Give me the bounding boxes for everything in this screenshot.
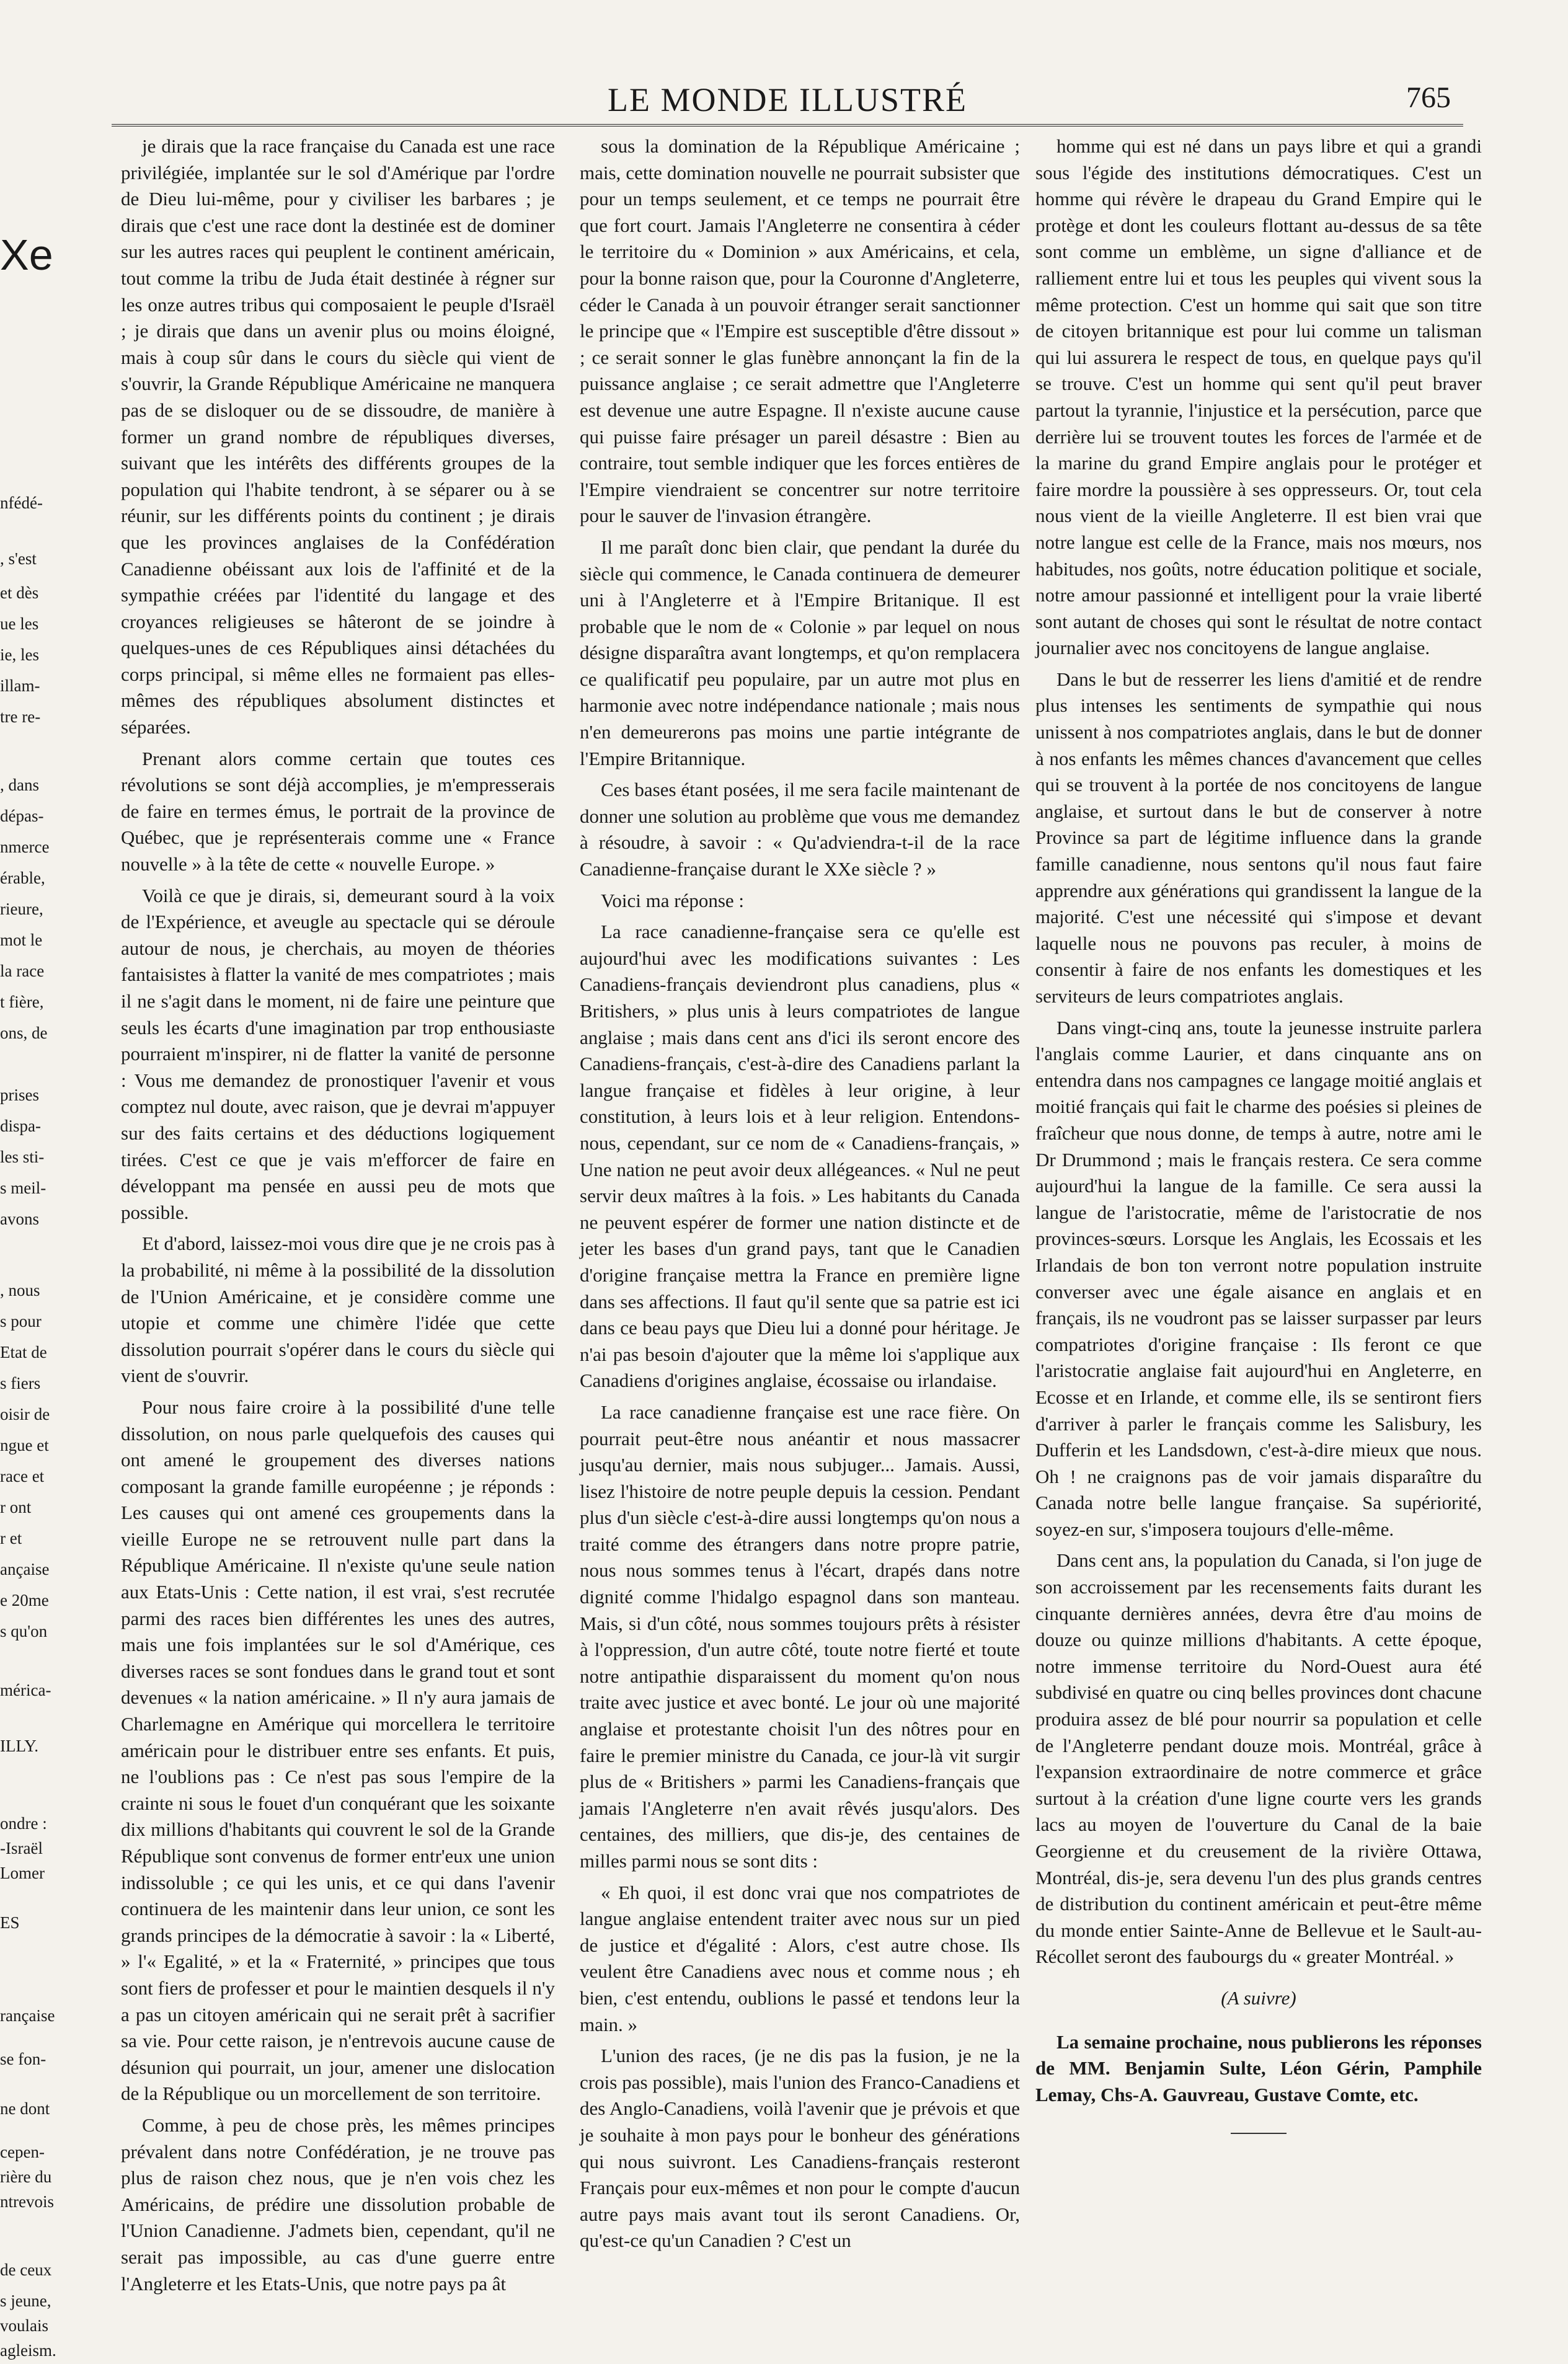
paragraph: Et d'abord, laissez-moi vous dire que je ne crois pas à la probabilité, ni même à la possibilité de la dissolution de l'Union Américaine, et je considère comme une utopie et comme une chimère l'idée que cette dissolution pourrait s'opérer dans le cours du siècle qui vient de s'ouvrir. (121, 1233, 555, 1387)
fragment-line: ançaise (0, 1560, 50, 1578)
paragraph: Prenant alors comme certain que toutes ces révolutions se sont déjà accomplies, je m'empresserais de faire en termes émus, le portrait de la province de Québec, que je représenterais comme une « France nouvelle » à la tête de cette « nouvelle Europe. » (121, 747, 555, 875)
fragment-line: s fiers (0, 1374, 41, 1392)
fragment-line: ue les (0, 614, 39, 633)
fragment-line: rière du (0, 2167, 52, 2186)
page-header (112, 74, 1463, 126)
fragment-line: Lomer (0, 1864, 45, 1882)
fragment-line: oisir de (0, 1405, 50, 1423)
fragment-line: -Israël (0, 1839, 43, 1857)
fragment-line: , nous (0, 1281, 40, 1299)
paragraph: Il me paraît donc bien clair, que pendant la durée du siècle qui commence, le Canada continuera de demeurer uni à l'Angleterre et à l'Empire Britanique. Il est probable que le nom de « Colonie » par lequel on nous désigne disparaîtra avant longtemps, et qu'on remplacera ce qualificatif peu populaire, par un autre mot plus en harmonie avec notre indépendance nationale ; mais nous n'en demeurerons pas moins une partie intégrante de l'Empire Britannique. (580, 536, 1020, 769)
publication-title: LE MONDE ILLUSTRÉ (608, 81, 967, 118)
paragraph: Ces bases étant posées, il me sera facile maintenant de donner une solution au problème que vous me demandez à résoudre, à savoir : « Qu'adviendra-t-il de la race Canadienne-française durant le XXe siècle ? » (580, 779, 1020, 880)
fragment-line: rieure, (0, 900, 43, 918)
fragment-line: érable, (0, 869, 45, 887)
paragraph: sous la domination de la République Américaine ; mais, cette domination nouvelle ne pourrait subsister que pour un temps seulement, et ce temps ne pourrait être que fort court. Jamais l'Angleterre ne consentira à céder le territoire du « Dominion » aux Américains, et cela, pour la bonne raison que, pour la Couronne d'Angleterre, céder le Canada à un pouvoir étranger serait sanctionner le principe que « l'Empire est susceptible d'être dissout » ; ce serait sonner le glas funèbre annonçant la fin de la puissance anglaise ; ce serait admettre que l'Angleterre est devenue une autre Espagne. Il n'existe aucune cause qui puisse faire présager un pareil désastre : Bien au contraire, tout semble indiquer que les forces entières de l'Empire viendraient se concentrer sur notre territoire pour le sauver de l'invasion étrangère. (580, 135, 1020, 527)
fragment-line: dispa- (0, 1117, 41, 1135)
text-column-2 (580, 133, 1020, 2252)
fragment-line: dépas- (0, 807, 44, 825)
fragment-line: ons, de (0, 1024, 48, 1042)
fragment-line: illam- (0, 676, 40, 695)
fragment-line: ILLY. (0, 1737, 39, 1755)
paragraph: Voilà ce que je dirais, si, demeurant sourd à la voix de l'Expérience, et aveugle au spectacle qui se déroule autour de nous, je cherchais, au moyen de théories fantaisistes à flatter la vanité de mes compatriotes ; mais il ne s'agit dans le moment, ni de faire une peinture que seuls les écarts d'une imagination par trop enthousiaste pourraient m'inspirer, ni de flatter la vanité de personne : Vous me demandez de pronostiquer l'avenir et vous comptez nul doute, avec raison, que je devrai m'appuyer sur des faits certains et des déductions logiquement tirées. C'est ce que je vais m'efforcer de faire en développant ma pensée en aussi peu de mots que possible. (121, 884, 555, 1223)
fragment-line: voulais (0, 2316, 48, 2335)
fragment-line: e 20me (0, 1591, 49, 1609)
fragment-line: avons (0, 1210, 39, 1228)
fragment-line: Xe (0, 231, 53, 279)
fragment-line: s meil- (0, 1179, 47, 1197)
fragment-line: agleism. (0, 2341, 56, 2360)
fragment-line: Etat de (0, 1343, 47, 1361)
fragment-line: race et (0, 1467, 45, 1485)
page-number: 765 (1406, 81, 1451, 114)
paragraph: « Eh quoi, il est donc vrai que nos compatriotes de langue anglaise entendent traiter avec nous sur un pied de justice et d'égalité : Alors, c'est autre chose. Ils veulent être Canadiens avec nous et comme nous ; eh bien, c'est entendu, oublions le passé et tendons leur la main. » (580, 1881, 1020, 2035)
fragment-line: ne dont (0, 2099, 50, 2118)
fragment-line: cepen- (0, 2143, 45, 2161)
fragment-line: prises (0, 1086, 39, 1104)
adjacent-page-fragment (0, 93, 74, 2360)
fragment-line: , dans (0, 776, 39, 794)
fragment-line: de ceux (0, 2260, 52, 2279)
paragraph: Dans le but de resserrer les liens d'amitié et de rendre plus intenses les sentiments de sympathie qui nous unissent à nos compatriotes anglais, dans le but de donner à nos enfants les mêmes chances d'avancement que celles qui se trouvent à la portée de nos concitoyens de langue anglaise, et surtout dans le but de conserver à notre Province sa part de légitime influence dans la grande famille canadienne, nous sentons qu'il nous faut faire apprendre aux générations qui grandissent la langue de la majorité. C'est une nécessité qui s'impose et devant laquelle nous ne pouvons pas reculer, à moins de consentir à faire de nos enfants les domestiques et les serviteurs de leurs compatriotes anglais. (1035, 668, 1482, 1007)
fragment-line: ngue et (0, 1436, 49, 1454)
paragraph: La race canadienne-française sera ce qu'elle est aujourd'hui avec les modifications suivantes : Les Canadiens-français deviendront plus canadiens, plus « Britishers, » plus unis à leurs compatriotes de langue anglaise ; mais dans cent ans d'ici ils seront encore des Canadiens-français, c'est-à-dire des Canadiens parlant la langue française et fidèles à leur origine, à leur constitution, à leurs lois et à leur religion. Entendons-nous, cependant, sur ce nom de « Canadiens-français, » Une nation ne peut avoir deux allégeances. « Nul ne peut servir deux maîtres à la fois. » Les habitants du Canada ne peuvent espérer de former une nation distincte et de jeter les bases d'un grand pays, tant que le Canadien d'origine française mettra la France en première ligne dans ses affections. Il faut qu'il sente que sa patrie est ici dans ce beau pays que Dieu lui a donné pour héritage. Je n'ai pas besoin d'ajouter que la même loi s'applique aux Canadiens d'origines anglaise, écossaise ou irlandaise. (580, 921, 1020, 1392)
end-rule (1231, 2133, 1287, 2134)
fragment-line: s jeune, (0, 2291, 51, 2310)
fragment-line: se fon- (0, 2050, 47, 2068)
fragment-line: tre re- (0, 707, 41, 726)
paragraph: Pour nous faire croire à la possibilité d'une telle dissolution, on nous parle quelquefois des causes qui ont amené le groupement des diverses nations composant la grande famille européenne ; je réponds : Les causes qui ont amené ces groupements dans la vieille Europe ne se retrouvent nulle part dans la République Américaine. Il n'existe qu'une seule nation aux Etats-Unis : Cette nation, il est vrai, s'est recrutée parmi des races bien différentes les unes des autres, mais une fois implantées sur le sol d'Amérique, ces diverses races se sont fondues dans le grand tout et sont devenues « la nation américaine. » Il n'y aura jamais de Charlemagne en Amérique qui morcellera le territoire américain pour le distribuer entre ses enfants. Et puis, ne l'oublions pas : Ce n'est pas sous l'empire de la crainte ni sous le fouet d'un conquérant que les soixante dix millions d'habitants qui couvrent le sol de la Grande République sont convenus de former entr'eux une union indissoluble ; ce qui les unis, et ce qui dans l'avenir continuera de les maintenir dans leur union, ce sont les grands principes de la démocratie à savoir : la « Liberté, » l'« Egalité, » et la « Fraternité, » principes que tous sont fiers de professer et pour le maintien desquels il n'y a pas un citoyen américain qui ne serait prêt à sacrifier sa vie. Pour cette raison, je n'entrevois aucune cause de désunion qui pourrait, un jour, amener une dislocation de la République ou un morcellement de son territoire. (121, 1396, 555, 2105)
fragment-line: les sti- (0, 1148, 45, 1166)
text-column-1 (121, 133, 555, 2295)
fragment-line: mot le (0, 931, 43, 949)
paragraph: La race canadienne française est une race fière. On pourrait peut-être nous anéantir et nous massacrer jusqu'au dernier, mais nous subjuger... Jamais. Aussi, lisez l'histoire de notre peuple depuis la cession. Pendant plus d'un siècle c'est-à-dire aussi longtemps qu'on nous a traité comme des étrangers dans notre propre patrie, nous nous sommes tenus à l'écart, drapés dans notre dignité comme l'hidalgo espagnol dans son manteau. Mais, si d'un côté, nous sommes toujours prêts à résister à l'oppression, d'un autre côté, toute notre fierté et toute notre antipathie disparaissent du moment qu'on nous traite avec justice et avec bonté. Le jour où une majorité anglaise et protestante choisit l'un des nôtres pour en faire le premier ministre du Canada, ce jour-là vit surgir plus de « Britishers » parmi les Canadiens-français que jamais l'Angleterre n'en avait rêvés jusqu'alors. Des centaines, des milliers, que dis-je, des centaines de milles parmi nous se sont dits : (580, 1401, 1020, 1872)
fragment-line: et dès (0, 583, 39, 602)
fragment-line: mérica- (0, 1681, 51, 1699)
fragment-line: ondre : (0, 1814, 47, 1833)
next-week-notice: La semaine prochaine, nous publierons les réponses de MM. Benjamin Sulte, Léon Gérin, Pamphile Lemay, Chs-A. Gauvreau, Gustave Comte, etc. (1035, 2030, 1482, 2105)
paragraph: Dans cent ans, la population du Canada, si l'on juge de son accroissement par les recensements faits durant les cinquante dernières années, devra être d'au moins de douze ou quinze millions d'habitants. A cette époque, notre immense territoire du Nord-Ouest aura été subdivisé en quatre ou cinq belles provinces dont chacune produira assez de blé pour nourrir sa population et celle de l'Angleterre pendant douze mois. Montréal, grâce à l'expansion extraordinaire de notre commerce et grâce surtout à la création d'une ligne courte vers les grands lacs au moyen de l'ouverture du Canal de la baie Georgienne et du creusement de la rivière Ottawa, Montréal, dis-je, sera devenu l'un des plus grands centres de distribution du continent américain et peut-être même du monde entier Sainte-Anne de Bellevue et le Sault-au-Récollet seront des faubourgs du « greater Montréal. » (1035, 1549, 1482, 1968)
paragraph: homme qui est né dans un pays libre et qui a grandi sous l'égide des institutions démocratiques. C'est un homme qui révère le drapeau du Grand Empire qui le protège et dont les couleurs flottant au-dessus de sa tête sont comme un emblème, un signe d'alliance et de ralliement entre lui et tous les peuples qui vivent sous la même protection. C'est un homme qui sait que son titre de citoyen britannique est pour lui comme un talisman qui lui assurera le respect de tous, en quelque pays qu'il se trouve. C'est un homme qui sent qu'il peut braver partout la tyrannie, l'injustice et la persécution, parce que derrière lui se trouvent toutes les forces de l'armée et de la marine du grand Empire anglais pour le protéger et faire mordre la poussière à ses oppresseurs. Or, tout cela nous vient de la vieille Angleterre. Il est bien vrai que notre langue est celle de la France, mais nos mœurs, nos habitudes, nos goûts, notre éducation politique et sociale, notre amour passionné et intelligent pour la vraie liberté sont autant de choses qui sont le résultat de notre contact journalier avec nos concitoyens de langue anglaise. (1035, 135, 1482, 659)
fragment-line: rançaise (0, 2006, 55, 2025)
fragment-line: t fière, (0, 993, 44, 1011)
fragment-line: ie, les (0, 645, 39, 664)
fragment-line: s pour (0, 1312, 42, 1330)
text-column-3 (1035, 133, 1482, 2105)
paragraph: Dans vingt-cinq ans, toute la jeunesse instruite parlera l'anglais comme Laurier, et dans cinquante ans on entendra dans nos campagnes ce langage moitié anglais et moitié français qui fait le charme des poésies si pleines de fraîcheur que nous donne, de temps à autre, notre ami le Dr Drummond ; mais le français restera. Ce sera comme aujourd'hui la langue de la famille. Ce sera aussi la langue de l'aristocratie, même de l'aristocratie de nos provinces-sœurs. Lorsque les Anglais, les Ecossais et les Irlandais de bon ton verront notre population instruite converser avec une égale aisance en anglais et en français, ils ne voudront pas se laisser surpasser par leurs compatriotes d'origine française : Ils feront ce que l'aristocratie anglaise fait aujourd'hui en Angleterre, en Ecosse et en Irlande, et comme elle, ils se sentiront fiers d'arriver à parler le français comme les Salisbury, les Dufferin et les Landsdown, c'est-à-dire mieux que nous. Oh ! ne craignons pas de voir jamais disparaître du Canada notre belle langue française. Sa supériorité, soyez-en sur, s'imposera toujours d'elle-même. (1035, 1016, 1482, 1540)
fragment-line: ntrevois (0, 2192, 54, 2211)
fragment-line: ES (0, 1913, 20, 1932)
fragment-line: nmerce (0, 838, 50, 856)
paragraph: je dirais que la race française du Canada est une race privilégiée, implantée sur le sol d'Amérique par l'ordre de Dieu lui-même, pour y civiliser les barbares ; je dirais que c'est une race dont la destinée est de dominer sur les autres races qui peuplent le continent américain, tout comme la tribu de Juda était destinée à régner sur les onze autres tribus qui composaient le peuple d'Israël ; je dirais que dans un avenir plus ou moins éloigné, mais à coup sûr dans le cours du siècle qui vient de s'ouvrir, la Grande République Américaine ne manquera pas de se disloquer ou de se dissoudre, de manière à former un grand nombre de républiques diverses, suivant que les intérêts des différents groupes de la population qui l'habite tendront, à se séparer ou à se réunir, sur les différents points du continent ; je dirais que les provinces anglaises de la Confédération Canadienne obéissant aux lois de l'affinité et de la sympathie créées par l'identité du langage et des croyances religieuses se hâteront de se joindre à quelques-unes de ces Républiques ainsi détachées du corps principal, si même elles ne formaient pas elles-mêmes des républiques absolument distinctes et séparées. (121, 135, 555, 738)
fragment-line: , s'est (0, 549, 37, 568)
fragment-line: r et (0, 1529, 22, 1547)
fragment-line: r ont (0, 1498, 32, 1516)
paragraph: L'union des races, (je ne dis pas la fusion, je ne la crois pas possible), mais l'union des Franco-Canadiens et des Anglo-Canadiens, voilà l'avenir que je prévois et que je souhaite à mon pays pour le bonheur des générations qui nous suivront. Les Canadiens-français resteront Français pour eux-mêmes et non pour le compte d'aucun autre pays mais avant tout ils seront Canadiens. Or, qu'est-ce qu'un Canadien ? C'est un (580, 2045, 1020, 2252)
paragraph: Voici ma réponse : (601, 889, 745, 911)
fragment-line: s qu'on (0, 1622, 48, 1640)
fragment-line: la race (0, 962, 45, 980)
paragraph: Comme, à peu de chose près, les mêmes principes prévalent dans notre Confédération, je ne trouve pas plus de raison chez nous, que je n'en vois chez les Américains, de prédire une dissolution probable de l'Union Canadienne. J'admets bien, cependant, qu'il ne serait pas impossible, au cas d'une guerre entre l'Angleterre et les Etats-Unis, que notre pays pa ât (121, 2114, 555, 2295)
to-be-continued: (A suivre) (1221, 1986, 1296, 2009)
fragment-line: nfédé- (0, 494, 43, 512)
